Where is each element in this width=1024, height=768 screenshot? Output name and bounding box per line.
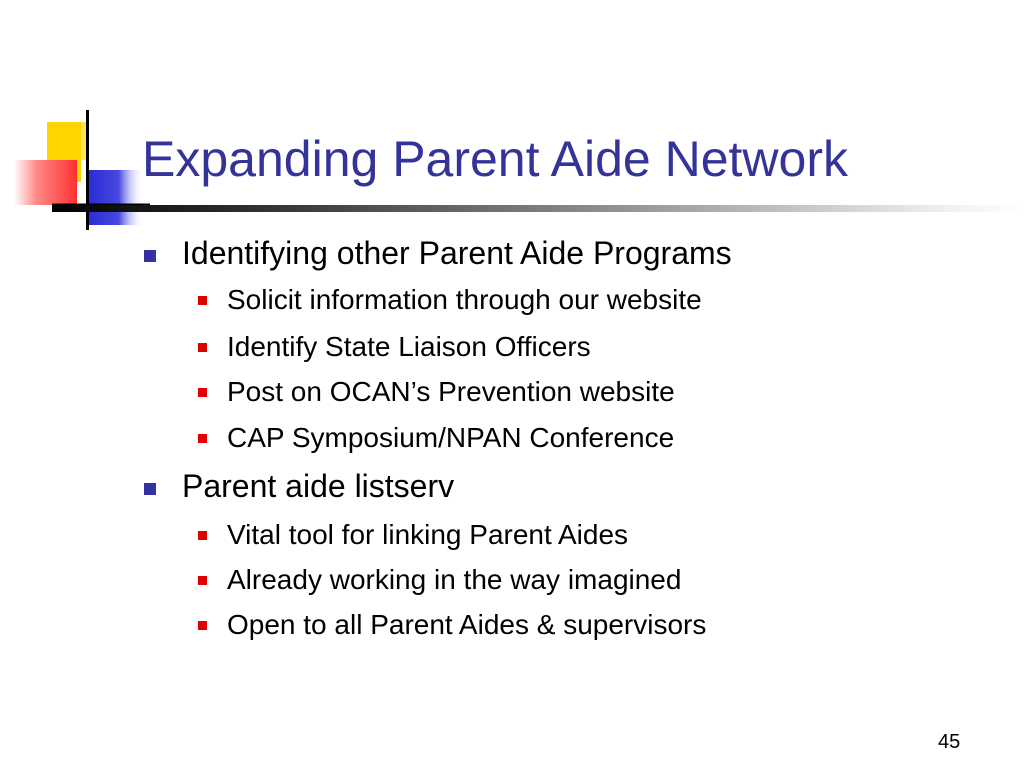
level2-bullet-icon [198, 531, 207, 540]
level2-bullet-icon [198, 576, 207, 585]
bullet-text: Identifying other Parent Aide Programs [182, 235, 732, 271]
level2-bullet-icon [198, 388, 207, 397]
level2-bullet-icon [198, 343, 207, 352]
sub-bullet-text: CAP Symposium/NPAN Conference [227, 422, 675, 453]
level2-bullet-icon [198, 621, 207, 630]
sub-bullet-text: Open to all Parent Aides & supervisors [227, 609, 707, 640]
page-number: 45 [938, 731, 961, 753]
level1-bullet-icon [144, 250, 156, 262]
level1-bullet-icon [144, 483, 156, 495]
level2-bullet-icon [198, 434, 207, 443]
slide-title: Expanding Parent Aide Network [142, 131, 848, 187]
sub-bullet-text: Vital tool for linking Parent Aides [227, 519, 629, 550]
level2-bullet-icon [198, 296, 207, 305]
sub-bullet-text: Already working in the way imagined [227, 564, 682, 595]
sub-bullet-text: Solicit information through our website [227, 284, 702, 315]
bullet-text: Parent aide listserv [182, 468, 455, 504]
sub-bullet-text: Post on OCAN’s Prevention website [227, 376, 675, 407]
sub-bullet-text: Identify State Liaison Officers [227, 331, 591, 362]
